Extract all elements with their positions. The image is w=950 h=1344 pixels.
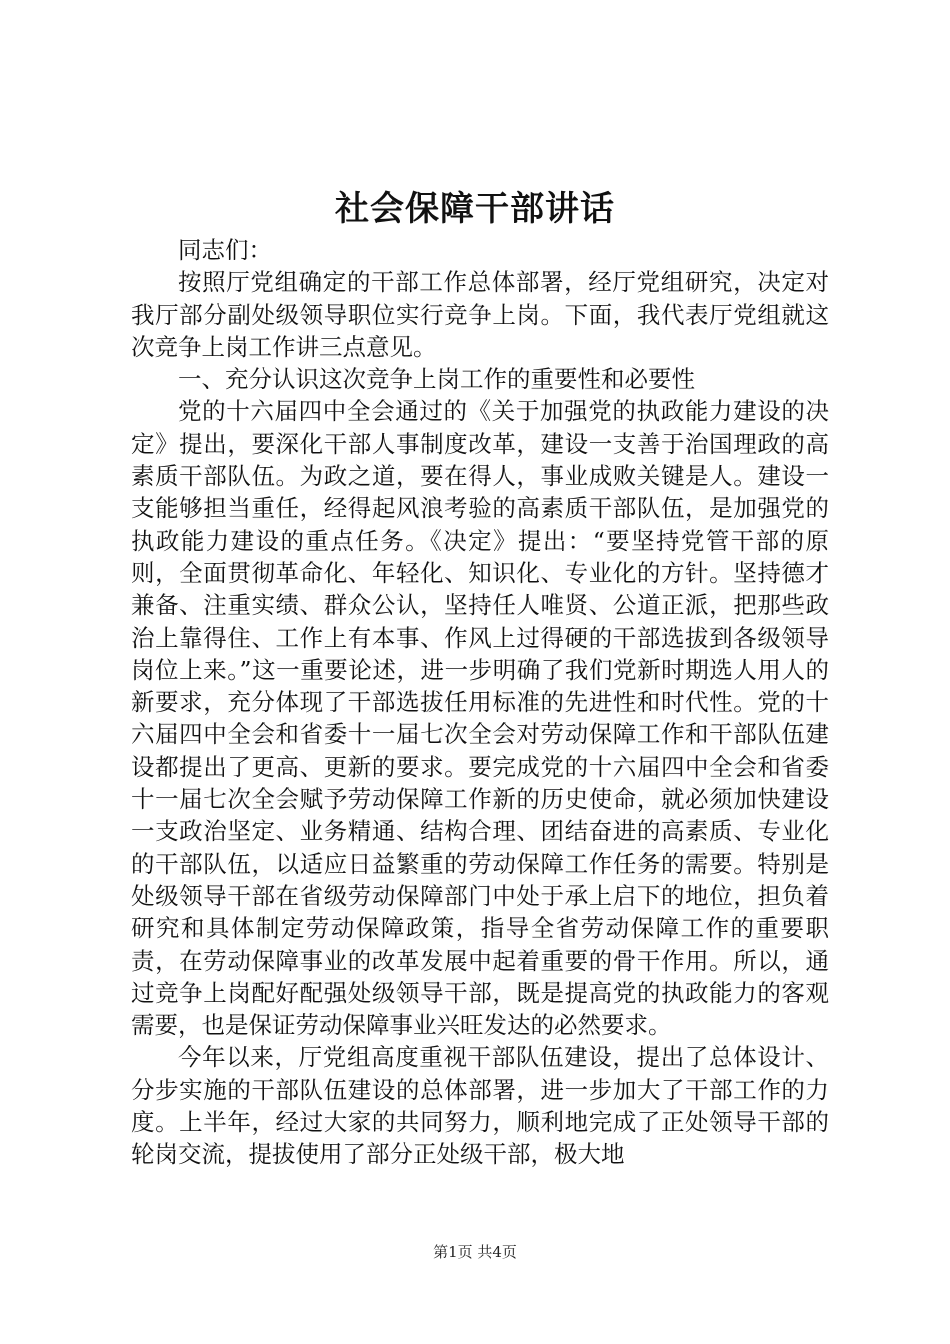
page-number-footer: 第1页 共4页 [433, 1243, 517, 1261]
document-body [131, 234, 829, 1171]
intro-paragraph: 按照厅党组确定的干部工作总体部署，经厅党组研究，决定对我厅部分副处级领导职位实行竞争上岗。下面，我代表厅党组就这次竞争上岗工作讲三点意见。 [131, 268, 829, 361]
section-heading-1: 一、充分认识这次竞争上岗工作的重要性和必要性 [178, 365, 695, 394]
document-title: 社会保障干部讲话 [335, 189, 615, 229]
body-paragraph-1: 党的十六届四中全会通过的《关于加强党的执政能力建设的决定》提出，要深化干部人事制度改革，建设一支善于治国理政的高素质干部队伍。为政之道，要在得人，事业成败关键是人。建设一支能够担当重任，经得起风浪考验的高素质干部队伍，是加强党的执政能力建设的重点任务。《决定》提出：“要坚持党管干部的原则，全面贯彻革命化、年轻化、知识化、专业化的方针。坚持德才兼备、注重实绩、群众公认，坚持任人唯贤、公道正派，把那些政治上靠得住、工作上有本事、作风上过得硬的干部选拔到各级领导岗位上来。”这一重要论述，进一步明确了我们党新时期选人用人的新要求，充分体现了干部选拔任用标准的先进性和时代性。党的十六届四中全会和省委十一届七次全会对劳动保障工作和干部队伍建设都提出了更高、更新的要求。要完成党的十六届四中全会和省委十一届七次全会赋予劳动保障工作新的历史使命，就必须加快建设一支政治坚定、业务精通、结构合理、团结奋进的高素质、专业化的干部队伍，以适应日益繁重的劳动保障工作任务的需要。特别是处级领导干部在省级劳动保障部门中处于承上启下的地位，担负着研究和具体制定劳动保障政策，指导全省劳动保障工作的重要职责，在劳动保障事业的改革发展中起着重要的骨干作用。所以，通过竞争上岗配好配强处级领导干部，既是提高党的执政能力的客观需要，也是保证劳动保障事业兴旺发达的必然要求。 [131, 397, 829, 1040]
salutation-paragraph: 同志们： [178, 236, 272, 264]
body-paragraph-2: 今年以来，厅党组高度重视干部队伍建设，提出了总体设计、分步实施的干部队伍建设的总体部署，进一步加大了干部工作的力度。上半年，经过大家的共同努力，顺利地完成了正处领导干部的轮岗交流，提拔使用了部分正处级干部，极大地 [131, 1043, 829, 1169]
